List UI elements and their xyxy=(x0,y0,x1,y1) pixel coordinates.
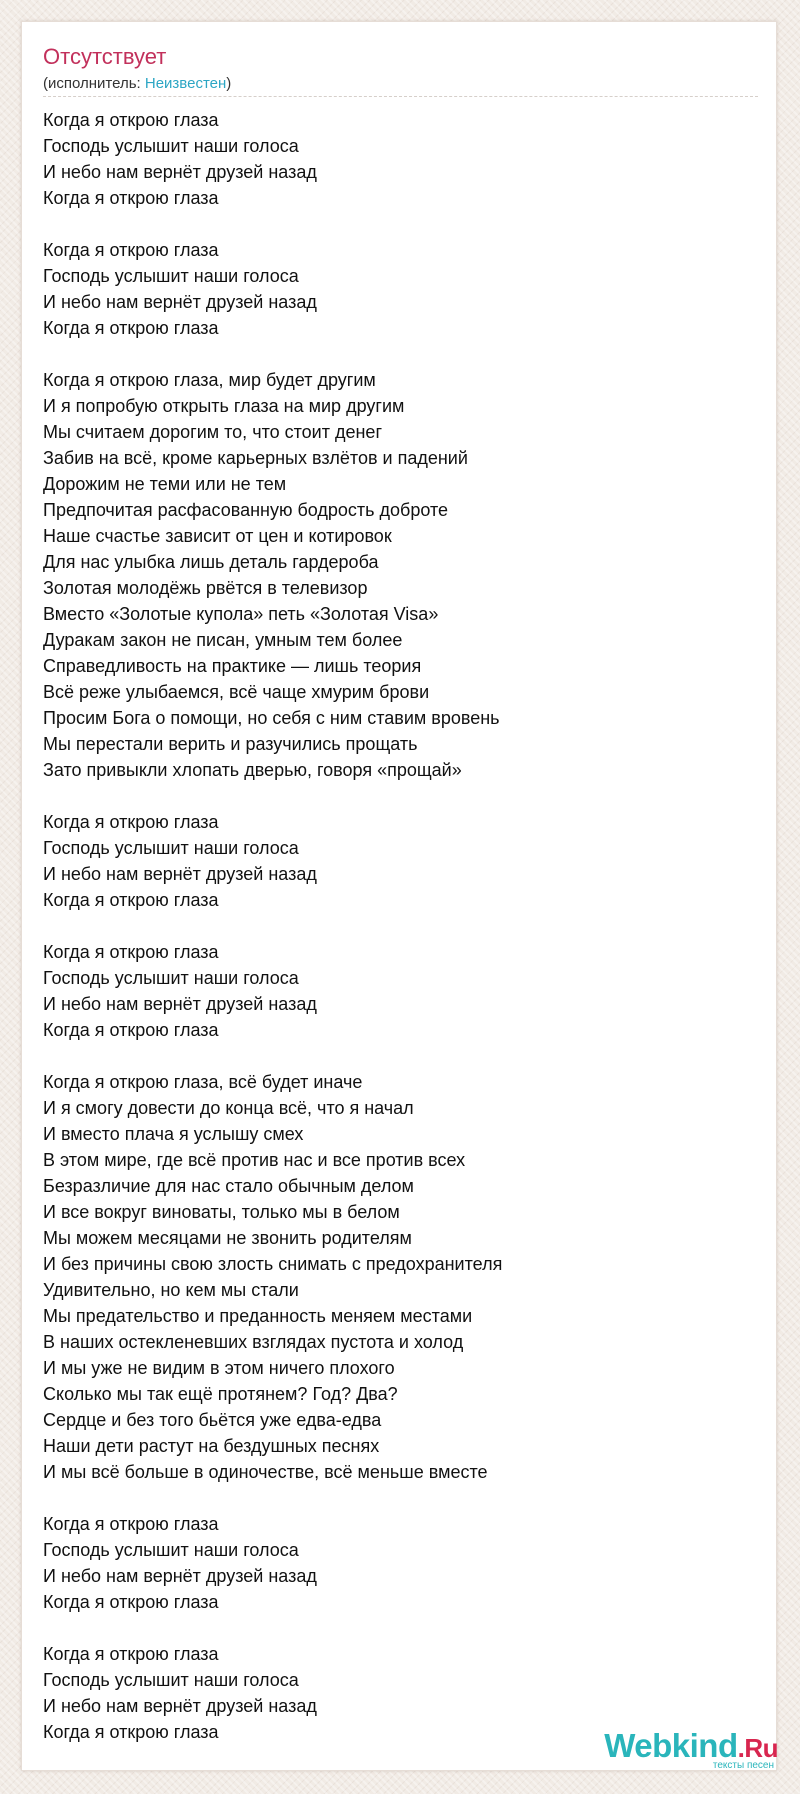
lyric-line: И небо нам вернёт друзей назад xyxy=(43,162,317,182)
lyrics-stanza xyxy=(43,107,758,211)
lyric-line: Предпочитая расфасованную бодрость доброте xyxy=(43,500,449,520)
lyric-line: Господь услышит наши голоса xyxy=(43,136,299,156)
lyric-line: И небо нам вернёт друзей назад xyxy=(43,1696,317,1716)
performer-line xyxy=(43,74,231,94)
lyric-line: Мы предательство и преданность меняем местами xyxy=(43,1306,473,1326)
lyric-line: И мы всё больше в одиночестве, всё меньше вместе xyxy=(43,1462,488,1482)
lyric-line: Сердце и без того бьётся уже едва-едва xyxy=(43,1410,382,1430)
lyric-line: Когда я открою глаза xyxy=(43,812,219,832)
lyrics-stanza xyxy=(43,809,758,913)
site-logo[interactable] xyxy=(578,1727,778,1771)
lyric-line: Когда я открою глаза xyxy=(43,240,219,260)
lyric-line: И все вокруг виноваты, только мы в белом xyxy=(43,1202,400,1222)
lyrics-stanza xyxy=(43,367,758,783)
lyric-line: И небо нам вернёт друзей назад xyxy=(43,994,317,1014)
lyric-line: И небо нам вернёт друзей назад xyxy=(43,292,317,312)
lyric-line: Господь услышит наши голоса xyxy=(43,968,299,988)
lyric-line: Всё реже улыбаемся, всё чаще хмурим брови xyxy=(43,682,430,702)
lyric-line: Удивительно, но кем мы стали xyxy=(43,1280,299,1300)
lyric-line: Мы считаем дорогим то, что стоит денег xyxy=(43,422,383,442)
lyric-line: Когда я открою глаза xyxy=(43,1514,219,1534)
lyric-line: Дуракам закон не писан, умным тем более xyxy=(43,630,403,650)
lyric-line: Когда я открою глаза xyxy=(43,942,219,962)
lyrics-card xyxy=(21,21,777,1771)
song-title: Отсутствует xyxy=(43,44,167,69)
lyric-line: Безразличие для нас стало обычным делом xyxy=(43,1176,414,1196)
lyric-line: Когда я открою глаза xyxy=(43,1722,219,1742)
lyric-line: И вместо плача я услышу смех xyxy=(43,1124,304,1144)
lyric-line: В наших остекленевших взглядах пустота и холод xyxy=(43,1332,464,1352)
lyric-line: Просим Бога о помощи, но себя с ним ставим вровень xyxy=(43,708,500,728)
header-divider xyxy=(43,96,758,97)
lyric-line: И небо нам вернёт друзей назад xyxy=(43,1566,317,1586)
lyric-line: Господь услышит наши голоса xyxy=(43,838,299,858)
lyric-line: Для нас улыбка лишь деталь гардероба xyxy=(43,552,379,572)
logo-tagline: тексты песен xyxy=(712,1760,774,1771)
lyric-line: Наши дети растут на бездушных песнях xyxy=(43,1436,380,1456)
lyric-line: И без причины свою злость снимать с предохранителя xyxy=(43,1254,503,1274)
lyric-line: Когда я открою глаза xyxy=(43,890,219,910)
lyric-line: Вместо «Золотые купола» петь «Золотая Visa» xyxy=(43,604,439,624)
lyric-line: Зато привыкли хлопать дверью, говоря «прощай» xyxy=(43,760,462,780)
lyric-line: Мы перестали верить и разучились прощать xyxy=(43,734,418,754)
lyric-line: Когда я открою глаза xyxy=(43,318,219,338)
lyric-line: Мы можем месяцами не звонить родителям xyxy=(43,1228,412,1248)
performer-suffix: ) xyxy=(226,75,232,92)
lyric-line: Сколько мы так ещё протянем? Год? Два? xyxy=(43,1384,398,1404)
lyrics-stanza xyxy=(43,1511,758,1615)
lyric-line: Когда я открою глаза xyxy=(43,1020,219,1040)
lyrics-stanza xyxy=(43,237,758,341)
lyric-line: Господь услышит наши голоса xyxy=(43,1670,299,1690)
lyric-line: Когда я открою глаза xyxy=(43,110,219,130)
lyric-line: Дорожим не теми или не тем xyxy=(43,474,287,494)
lyric-line: В этом мире, где всё против нас и все против всех xyxy=(43,1150,466,1170)
lyric-line: Когда я открою глаза xyxy=(43,1592,219,1612)
lyric-line: Забив на всё, кроме карьерных взлётов и падений xyxy=(43,448,468,468)
lyrics-stanza xyxy=(43,939,758,1043)
lyric-line: Справедливость на практике — лишь теория xyxy=(43,656,422,676)
lyrics-text xyxy=(43,107,758,1745)
lyric-line: Наше счастье зависит от цен и котировок xyxy=(43,526,392,546)
logo-name: Webkind xyxy=(604,1727,738,1764)
performer-prefix: (исполнитель: xyxy=(43,75,145,92)
lyric-line: Золотая молодёжь рвётся в телевизор xyxy=(43,578,368,598)
lyric-line: Когда я открою глаза xyxy=(43,1644,219,1664)
logo-tld: .Ru xyxy=(737,1733,778,1763)
lyric-line: Когда я открою глаза, всё будет иначе xyxy=(43,1072,363,1092)
performer-link[interactable]: Неизвестен xyxy=(144,75,227,92)
lyric-line: И я попробую открыть глаза на мир другим xyxy=(43,396,405,416)
lyric-line: И я смогу довести до конца всё, что я начал xyxy=(43,1098,414,1118)
lyric-line: Когда я открою глаза, мир будет другим xyxy=(43,370,376,390)
lyric-line: Господь услышит наши голоса xyxy=(43,1540,299,1560)
lyric-line: Когда я открою глаза xyxy=(43,188,219,208)
lyric-line: И небо нам вернёт друзей назад xyxy=(43,864,317,884)
lyric-line: Господь услышит наши голоса xyxy=(43,266,299,286)
lyric-line: И мы уже не видим в этом ничего плохого xyxy=(43,1358,395,1378)
lyrics-stanza xyxy=(43,1069,758,1485)
